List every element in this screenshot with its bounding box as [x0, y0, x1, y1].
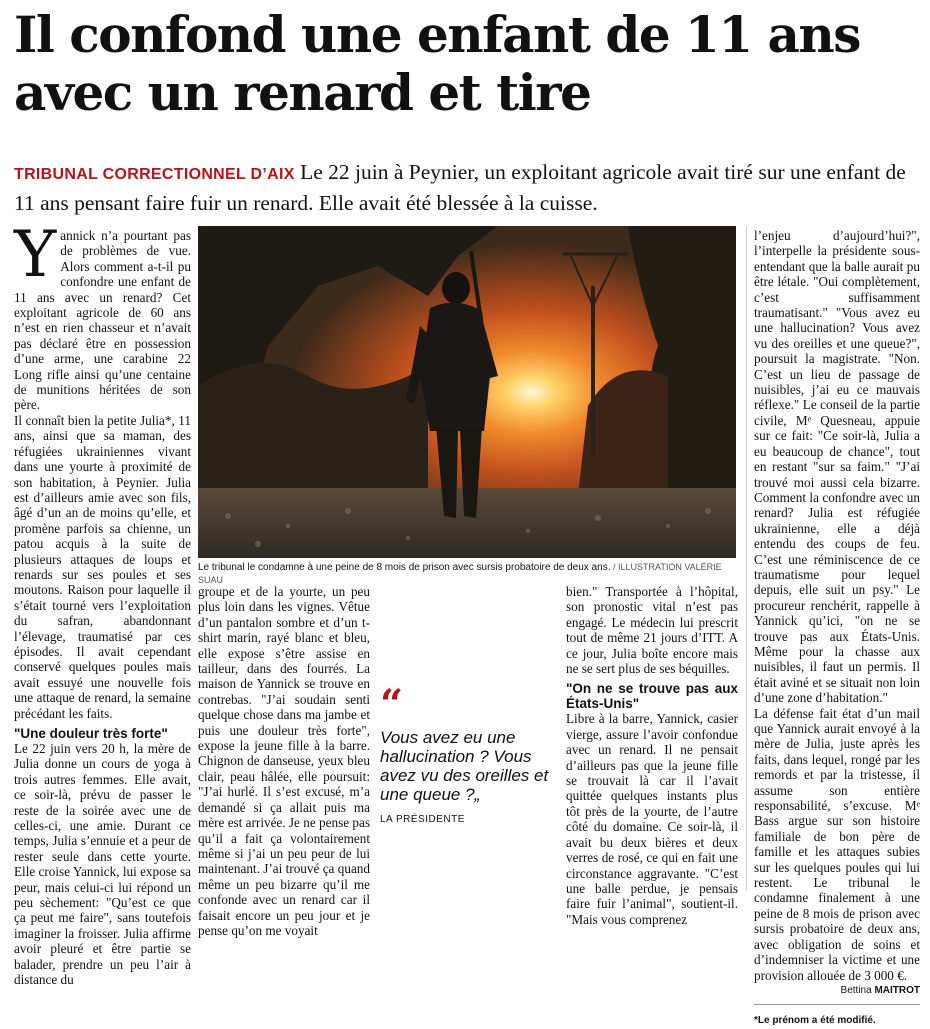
- quote-text-body: Vous avez eu une hallucination ? Vous avez vu des oreilles et une queue ?: [380, 728, 549, 804]
- photo-credit: / ILLUSTRATION VALÉRIE SUAU: [198, 562, 722, 585]
- lead-text: Le 22 juin à Peynier, un exploitant agricole avait tiré sur une enfant de 11 ans pensant faire fuir un renard. Elle avait été blessée à la cuisse.: [14, 160, 906, 215]
- note-divider: [754, 1004, 920, 1028]
- byline: [754, 983, 920, 998]
- column-2: [198, 584, 370, 938]
- col4-paragraph-1: l’enjeu d’aujourd’hui?", l’interpelle la présidente sous-entendant que la balle aurait pu être létale. "Oui complètement, c’est suffisamment traumatisant." "Vous avez eu une hallucination? Vous avez vu des oreilles et une queue?", poursuit la magistrate. "Non. C’est un lieu de passage de nuisibles, j’ai eu ce mauvais réflexe." Le conseil de la partie civile, Mᵉ Quesneau, appuie sur ce fait: "Ce soir-là, Julia a eu beaucoup de chance", tout en restant "sur sa faim." "J’ai trouvé moi aussi cela bizarre. Comment la confondre avec un renard? Julia est réfugiée ukrainienne, elle a déjà entendu des coups de feu. C’est une réminiscence de ce traumatisme pour lequel depuis, elle suit un psy." Le procureur renchérit, rappelle à Yannick qu’ici, "on ne se trouve pas aux États-Unis. Même pour la chasse aux nuisibles, il faut un permis. Il était aviné et se situait non loin d’une zone d’habitation.": [754, 228, 920, 706]
- footnote: *Le prénom a été modifié.: [754, 1015, 876, 1027]
- quote-mark-icon: “: [380, 681, 404, 728]
- column-4: [754, 228, 920, 1029]
- col2-paragraph-1: groupe et de la yourte, un peu plus loin dans les vignes. Vêtue d’un pantalon sombre et d’un t-shirt marin, rayé blanc et bleu, elle expose s’être assise en tailleur, dans des fourrés. La maison de Yannick se trouve en contrebas. "J’ai soudain senti quelque chose dans ma jambe et puis une douleur très forte", expose la jeune fille à la barre. Chignon de danseuse, yeux bleu clair, peau hâlée, elle poursuit: "J’ai hurlé. Il s’est excusé, m’a demandé si ça allait puis ma mère est arrivée. Je ne pense pas qu’il a fait ça volontairement même si j’ai un peu peur de lui maintenant. J’ai trouvé ça quand même un peu bizarre qu’il me confonde avec un renard car il faisait encore un peu jour et je pense qu’on me voyait: [198, 584, 370, 938]
- col1-paragraph-2: Il connaît bien la petite Julia*, 11 ans, ainsi que sa maman, des réfugiées ukrainiennes vivant dans une yourte à proximité de son habitation, à Peynier. Julia est d’ailleurs amie avec son fils, âgé d’un an de moins qu’elle, et promène parfois sa chienne, un patou acquis à la suite de plusieurs attaques de loups et renards sur ses poules et ses moutons. Raison pour laquelle il s’était tourné vers l’exploitation du safran, abandonnant l’élevage, traumatisé par ces épisodes. Il avait cependant conservé quelques poules mais avait essuyé une nouvelle fois une attaque de renard, la semaine précédant les faits.: [14, 412, 191, 721]
- col3-paragraph-1: bien." Transportée à l’hôpital, son pronostic vital n’est pas engagé. Le médecin lui prescrit tout de même 21 jours d’ITT. A ce jour, Julia boîte encore mais ne se sert plus de ses béquilles.: [566, 584, 738, 677]
- byline-last-name: MAITROT: [874, 984, 920, 996]
- quote-text: [380, 728, 552, 804]
- col1-paragraph-3: Le 22 juin vers 20 h, la mère de Julia donne un cours de yoga à trois autres femmes. Elle avait, ce soir-là, prévu de passer le reste de la soirée avec une de celles-ci, une amie. Durant ce temps, Julia s’ennuie et a peur de rester seule dans cette yourte. Elle croise Yannick, lui expose sa peur, mais celui-ci lui répond un peu sèchement: "Qu’est ce que ça peut me faire", sans toutefois imaginer la froisser. Julia affirme avoir pleuré et être partie se balader, prendre un peu l’air à distance du: [14, 741, 191, 988]
- subheading-douleur: "Une douleur très forte": [14, 726, 168, 741]
- column-divider: [746, 226, 747, 891]
- pull-quote: [380, 681, 552, 825]
- kicker: TRIBUNAL CORRECTIONNEL D’AIX: [14, 166, 295, 183]
- byline-first-name: Bettina: [840, 984, 875, 996]
- column-1: [14, 218, 191, 988]
- headline: Il confond une enfant de 11 ans avec un renard et tire: [14, 5, 860, 122]
- quote-attribution: LA PRÉSIDENTE: [380, 814, 465, 825]
- lead-paragraph: [14, 158, 914, 217]
- subheading-etats-unis: "On ne se trouve pas aux États-Unis": [566, 681, 738, 712]
- col4-paragraph-2: La défense fait état d’un mail que Yannick aurait envoyé à la mère de Julia, juste après les faits, dans lequel, rongé par les remords et par la tristesse, il assume son entière responsabilité, s’excuse. Mᵉ Bass argue sur son histoire familiale de bon père de famille et les attaques subies sur les quelques poules qui lui restent. Le tribunal le condamne finalement à une peine de 8 mois de prison avec sursis probatoire de deux ans, avec obligation de soins et d’indemniser la victime et une provision allouée de 3 000 €.: [754, 705, 920, 983]
- col1-paragraph-1: annick n’a pourtant pas de problèmes de vue. Alors comment a-t-il pu confondre une enfant de 11 ans avec un renard? Cet exploitant agricole de 60 ans n’est en rien chasseur et n’avait pas déclaré être en possession d’une arme, une carabine 22 Long rifle ainsi qu’une centaine de munitions héritées de son père.: [14, 228, 191, 413]
- quote-close-mark: „: [474, 785, 481, 804]
- caption-text: Le tribunal le condamne à une peine de 8 mois de prison avec sursis probatoire de deux ans.: [198, 562, 611, 573]
- drop-cap: Y: [14, 218, 57, 292]
- photo-farmer-sunset: [198, 226, 736, 558]
- col3-paragraph-2: Libre à la barre, Yannick, casier vierge, assure l’avoir confondue avec un renard. Il ne pensait d’ailleurs pas que la jeune fille se trouvait là car il l’avait quittée quelques instants plus tôt près de la yourte, de l’autre côté du domaine. Ce soir-là, il avait bu deux bières et deux verres de rosé, ce qui en fait une circonstance aggravante. "C’est une balle perdue, je pensais faire fuir l’animal", soutient-il. "Mais vous comprenez: [566, 711, 738, 927]
- article-photo: [198, 226, 736, 558]
- column-3: [566, 584, 738, 927]
